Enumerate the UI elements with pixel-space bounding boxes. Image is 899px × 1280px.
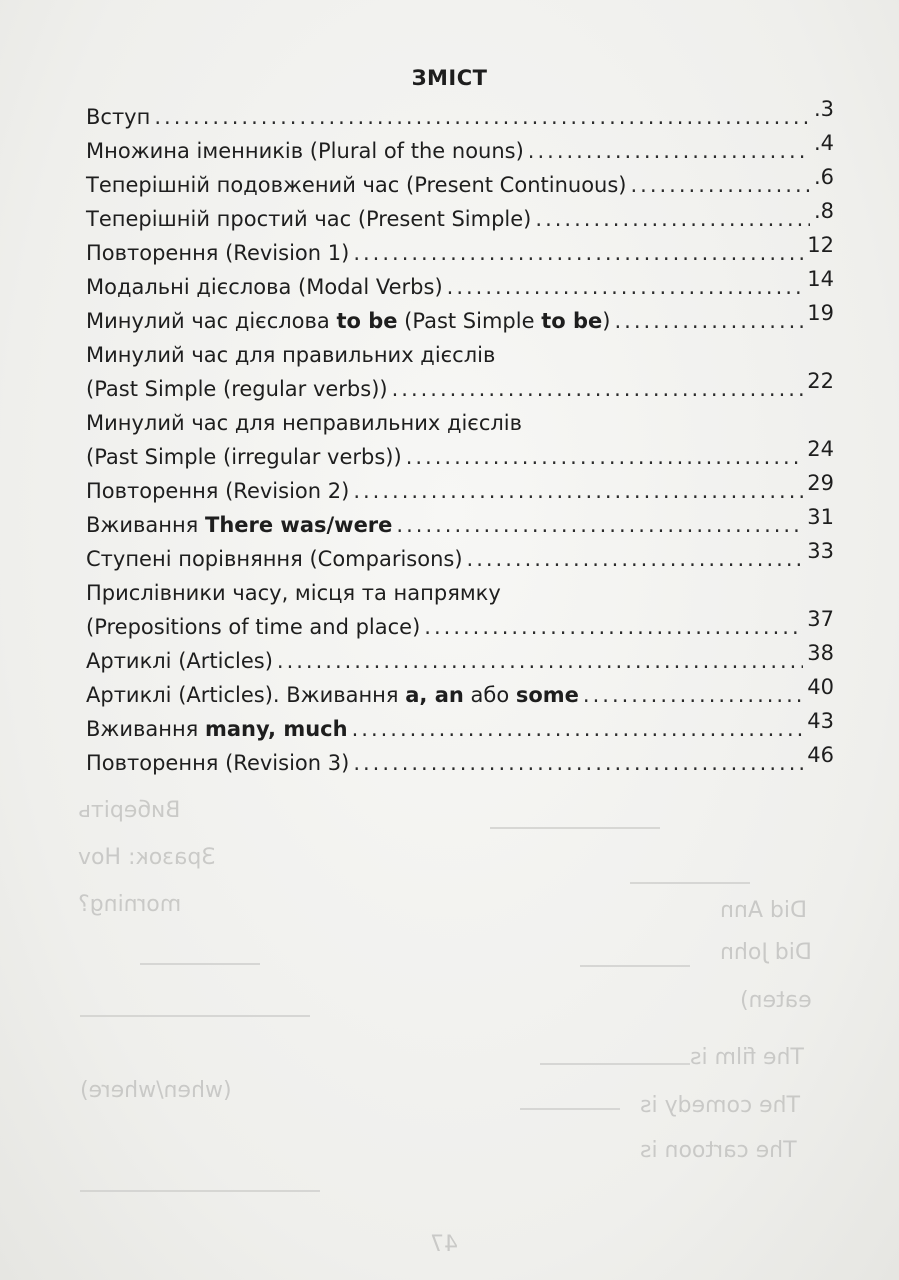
- toc-entry: [86, 709, 834, 746]
- toc-page-number: 24: [807, 437, 834, 461]
- toc-entry-line: [86, 641, 834, 678]
- toc-entry: [86, 301, 834, 338]
- toc-page-number: 38: [807, 641, 834, 665]
- toc-entry-line: [86, 675, 834, 712]
- toc-page-number: 40: [807, 675, 834, 699]
- toc-entry: [86, 267, 834, 304]
- ghost-rule: [580, 965, 690, 967]
- toc-entry-line: [86, 471, 834, 508]
- ghost-text: Did John: [720, 940, 812, 965]
- toc-entry: [86, 97, 834, 134]
- dot-leader: [583, 678, 803, 712]
- dot-leader: [614, 304, 803, 338]
- page-title: ЗМІСТ: [411, 66, 488, 90]
- toc-entry-title: Вступ: [86, 105, 151, 129]
- ghost-rule: [140, 963, 260, 965]
- toc-entry: [86, 505, 834, 542]
- toc-entry-title: Минулий час дієслова to be (Past Simple to be): [86, 309, 611, 333]
- toc-entry-title: Теперішній подовжений час (Present Continuous): [86, 173, 627, 197]
- dot-leader: [353, 746, 803, 780]
- toc-entry-title: Повторення (Revision 3): [86, 751, 350, 775]
- toc-entry-title: Артиклі (Articles): [86, 649, 273, 673]
- toc-page-number: 37: [807, 607, 834, 631]
- toc-entry-title: Ступені порівняння (Comparisons): [86, 547, 463, 571]
- toc-page-number: 33: [807, 539, 834, 563]
- toc-entry-line: [86, 131, 834, 168]
- toc-page-number: .4: [813, 131, 834, 155]
- toc-page-number: 31: [807, 505, 834, 529]
- dot-leader: [352, 712, 804, 746]
- toc-entry-line: [86, 165, 834, 202]
- toc-entry-line: [86, 199, 834, 236]
- toc-entry-line: [86, 437, 834, 474]
- toc-page-number: .3: [813, 97, 834, 121]
- toc-page-number: 29: [807, 471, 834, 495]
- ghost-text: Виберіть: [78, 798, 181, 823]
- ghost-rule: [520, 1108, 620, 1110]
- toc-entry-title-line: Минулий час для неправильних дієслів: [86, 411, 523, 435]
- dot-leader: [424, 610, 803, 644]
- toc-entry-line: [86, 709, 834, 746]
- toc-entry-title: Повторення (Revision 1): [86, 241, 350, 265]
- dot-leader: [353, 236, 803, 270]
- ghost-text: The comedy is: [640, 1093, 800, 1118]
- dot-leader: [406, 440, 804, 474]
- toc-entry: [86, 233, 834, 270]
- toc-page-number: 43: [807, 709, 834, 733]
- toc-entry-title: Вживання many, much: [86, 717, 348, 741]
- toc-entry: [86, 131, 834, 168]
- toc-page-number: 22: [807, 369, 834, 393]
- ghost-text: The cartoon is: [640, 1138, 797, 1163]
- ghost-text: eaten): [740, 988, 812, 1013]
- dot-leader: [630, 168, 809, 202]
- toc-entry: [86, 641, 834, 678]
- toc-entry: [86, 406, 834, 474]
- toc-entry-line: [86, 233, 834, 270]
- dot-leader: [447, 270, 804, 304]
- toc-page-number: 19: [807, 301, 834, 325]
- dot-leader: [396, 508, 803, 542]
- toc-entry: [86, 539, 834, 576]
- ghost-text: Did Ann: [720, 898, 807, 923]
- toc-entry-title: (Prepositions of time and place): [86, 615, 421, 639]
- ghost-text: The film is: [690, 1045, 804, 1070]
- dot-leader: [277, 644, 803, 678]
- toc-entry-line: [86, 743, 834, 780]
- toc-page-number: .6: [813, 165, 834, 189]
- toc-entry: [86, 743, 834, 780]
- toc-entry-title: (Past Simple (irregular verbs)): [86, 445, 402, 469]
- toc-entry: [86, 199, 834, 236]
- ghost-rule: [80, 1015, 310, 1017]
- toc-entry-title: Теперішній простий час (Present Simple): [86, 207, 532, 231]
- dot-leader: [467, 542, 804, 576]
- ghost-text: (when/where): [80, 1078, 232, 1103]
- toc-entry-line: [86, 97, 834, 134]
- toc-entry: [86, 675, 834, 712]
- ghost-text: 47: [430, 1232, 458, 1257]
- ghost-text: morning?: [78, 892, 182, 917]
- dot-leader: [154, 100, 810, 134]
- toc-page-number: 46: [807, 743, 834, 767]
- dot-leader: [535, 202, 810, 236]
- toc-page-number: .8: [813, 199, 834, 223]
- table-of-contents: [86, 97, 834, 780]
- toc-entry-title: Множина іменників (Plural of the nouns): [86, 139, 524, 163]
- toc-entry-line: [86, 267, 834, 304]
- toc-entry-line: [86, 301, 834, 338]
- dot-leader: [392, 372, 804, 406]
- ghost-rule: [490, 827, 660, 829]
- toc-entry: [86, 165, 834, 202]
- toc-entry-title: (Past Simple (regular verbs)): [86, 377, 388, 401]
- toc-entry-line: [86, 607, 834, 644]
- toc-entry-line: [86, 369, 834, 406]
- toc-entry-title: Модальні дієслова (Modal Verbs): [86, 275, 443, 299]
- toc-entry-line: [86, 539, 834, 576]
- toc-entry: [86, 471, 834, 508]
- ghost-rule: [80, 1190, 320, 1192]
- ghost-rule: [630, 882, 750, 884]
- toc-entry-title: Артиклі (Articles). Вживання a, an або some: [86, 683, 579, 707]
- toc-entry-title: Повторення (Revision 2): [86, 479, 350, 503]
- ghost-rule: [540, 1063, 690, 1065]
- toc-entry-line: [86, 505, 834, 542]
- toc-entry: [86, 338, 834, 406]
- dot-leader: [528, 134, 810, 168]
- toc-page-number: 12: [807, 233, 834, 257]
- dot-leader: [353, 474, 803, 508]
- toc-entry-title: Вживання There was/were: [86, 513, 393, 537]
- toc-entry: [86, 576, 834, 644]
- toc-entry-title-line: Минулий час для правильних дієслів: [86, 343, 496, 367]
- ghost-text: Зразок: Hov: [78, 845, 216, 870]
- toc-entry-title-line: Прислівники часу, місця та напрямку: [86, 581, 501, 605]
- toc-page-number: 14: [807, 267, 834, 291]
